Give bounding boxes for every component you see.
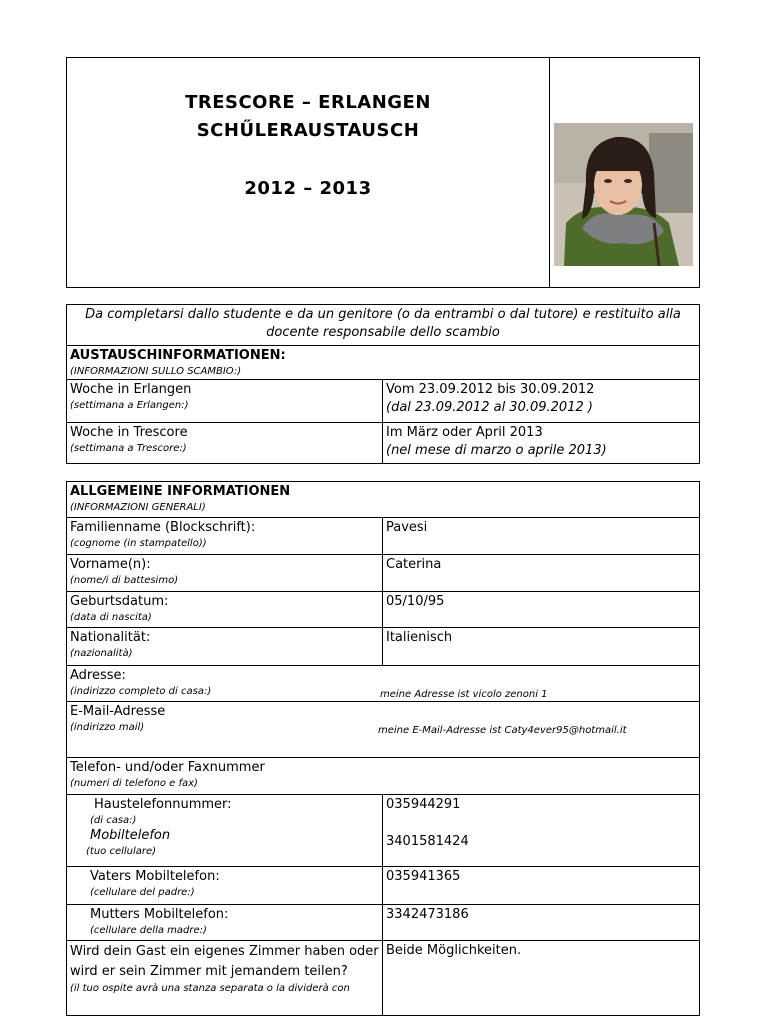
mother-phone-label-cell xyxy=(67,904,383,940)
mobile-value: 3401581424 xyxy=(386,833,469,849)
email-row[interactable] xyxy=(67,702,700,758)
address-label: Adresse: xyxy=(70,668,126,684)
home-mobile-value-cell[interactable] xyxy=(383,794,700,866)
firstname-label-cell xyxy=(67,555,383,592)
mother-phone-value[interactable]: 3342473186 xyxy=(383,904,700,940)
general-section-header xyxy=(67,482,700,518)
general-title: ALLGEMEINE INFORMATIONEN xyxy=(70,484,291,499)
surname-label-cell xyxy=(67,518,383,555)
email-label: E-Mail-Adresse xyxy=(70,704,166,720)
general-info-table xyxy=(66,481,700,1016)
exchange-info-table xyxy=(66,304,700,464)
room-question-sub: (il tuo ospite avrà una stanza separata o la dividerà con xyxy=(70,982,350,994)
firstname-label: Vorname(n): xyxy=(70,557,151,573)
phone-header-row xyxy=(67,758,700,794)
week-erlangen-label: Woche in Erlangen xyxy=(70,382,192,398)
father-phone-sub: (cellulare del padre:) xyxy=(90,886,195,898)
room-question-cell xyxy=(67,940,383,1015)
birthdate-label: Geburtsdatum: xyxy=(70,594,169,610)
nationality-label: Nationalität: xyxy=(70,630,151,646)
week-trescore-value: Im März oder April 2013 xyxy=(386,425,543,441)
mother-phone-label: Mutters Mobiltelefon: xyxy=(90,906,229,922)
father-phone-label: Vaters Mobiltelefon: xyxy=(90,868,220,884)
week-erlangen-value-it: (dal 23.09.2012 al 30.09.2012 ) xyxy=(386,400,593,416)
form-instructions: Da completarsi dallo studente e da un genitore (o da entrambi o dal tutore) e restituito alla docente responsabile dello scambio xyxy=(67,305,700,346)
home-phone-sub: (di casa:) xyxy=(90,814,137,826)
address-row[interactable] xyxy=(67,666,700,702)
address-sub: (indirizzo completo di casa:) xyxy=(70,686,212,698)
week-erlangen-value: Vom 23.09.2012 bis 30.09.2012 xyxy=(386,382,595,398)
header-divider xyxy=(549,58,550,287)
address-value: meine Adresse ist vicolo zenoni 1 xyxy=(380,689,548,701)
surname-sub: (cognome (in stampatello)) xyxy=(70,538,207,550)
firstname-sub: (nome/i di battesimo) xyxy=(70,575,179,587)
phone-label: Telefon- und/oder Faxnummer xyxy=(70,760,265,776)
week-erlangen-sub: (settimana a Erlangen:) xyxy=(70,400,189,412)
birthdate-sub: (data di nascita) xyxy=(70,612,152,624)
phone-sub: (numeri di telefono e fax) xyxy=(70,778,198,790)
father-phone-value[interactable]: 035941365 xyxy=(383,866,700,904)
email-value: meine E-Mail-Adresse ist Caty4ever95@hotmail.it xyxy=(378,725,627,737)
general-title-sub: (INFORMAZIONI GENERALI) xyxy=(70,502,206,513)
room-question-label: Wird dein Gast ein eigenes Zimmer haben oder wird er sein Zimmer mit jemandem teilen? xyxy=(70,943,379,979)
title-line-3: 2012 – 2013 xyxy=(244,178,372,199)
nationality-sub: (nazionalità) xyxy=(70,648,133,660)
week-erlangen-value-cell[interactable] xyxy=(383,380,700,423)
title-line-1: TRESCORE – ERLANGEN xyxy=(185,92,431,113)
mobile-label: Mobiltelefon xyxy=(90,827,171,843)
exchange-section-header xyxy=(67,345,700,380)
home-mobile-label-cell xyxy=(67,794,383,866)
week-trescore-label-cell xyxy=(67,423,383,464)
header-box xyxy=(66,57,700,288)
student-photo xyxy=(554,123,693,266)
father-phone-label-cell xyxy=(67,866,383,904)
week-erlangen-label-cell xyxy=(67,380,383,423)
exchange-title: AUSTAUSCHINFORMATIONEN: xyxy=(70,347,286,363)
week-trescore-value-cell[interactable] xyxy=(383,423,700,464)
nationality-label-cell xyxy=(67,628,383,666)
week-trescore-value-it: (nel mese di marzo o aprile 2013) xyxy=(386,443,607,459)
birthdate-label-cell xyxy=(67,592,383,628)
surname-value[interactable]: Pavesi xyxy=(383,518,700,555)
nationality-value[interactable]: Italienisch xyxy=(383,628,700,666)
home-phone-value: 035944291 xyxy=(386,796,461,812)
exchange-title-sub: (INFORMAZIONI SULLO SCAMBIO:) xyxy=(70,365,242,377)
mother-phone-sub: (cellulare della madre:) xyxy=(90,924,207,936)
surname-label: Familienname (Blockschrift): xyxy=(70,520,256,536)
title-line-2: SCHŰLERAUSTAUSCH xyxy=(196,120,420,141)
mobile-sub: (tuo cellulare) xyxy=(86,845,157,857)
email-sub: (indirizzo mail) xyxy=(70,722,145,734)
firstname-value[interactable]: Caterina xyxy=(383,555,700,592)
birthdate-value[interactable]: 05/10/95 xyxy=(383,592,700,628)
week-trescore-sub: (settimana a Trescore:) xyxy=(70,443,187,455)
room-answer-value[interactable]: Beide Möglichkeiten. xyxy=(383,940,700,1015)
week-trescore-label: Woche in Trescore xyxy=(70,425,188,441)
home-phone-label: Haustelefonnummer: xyxy=(94,796,232,812)
